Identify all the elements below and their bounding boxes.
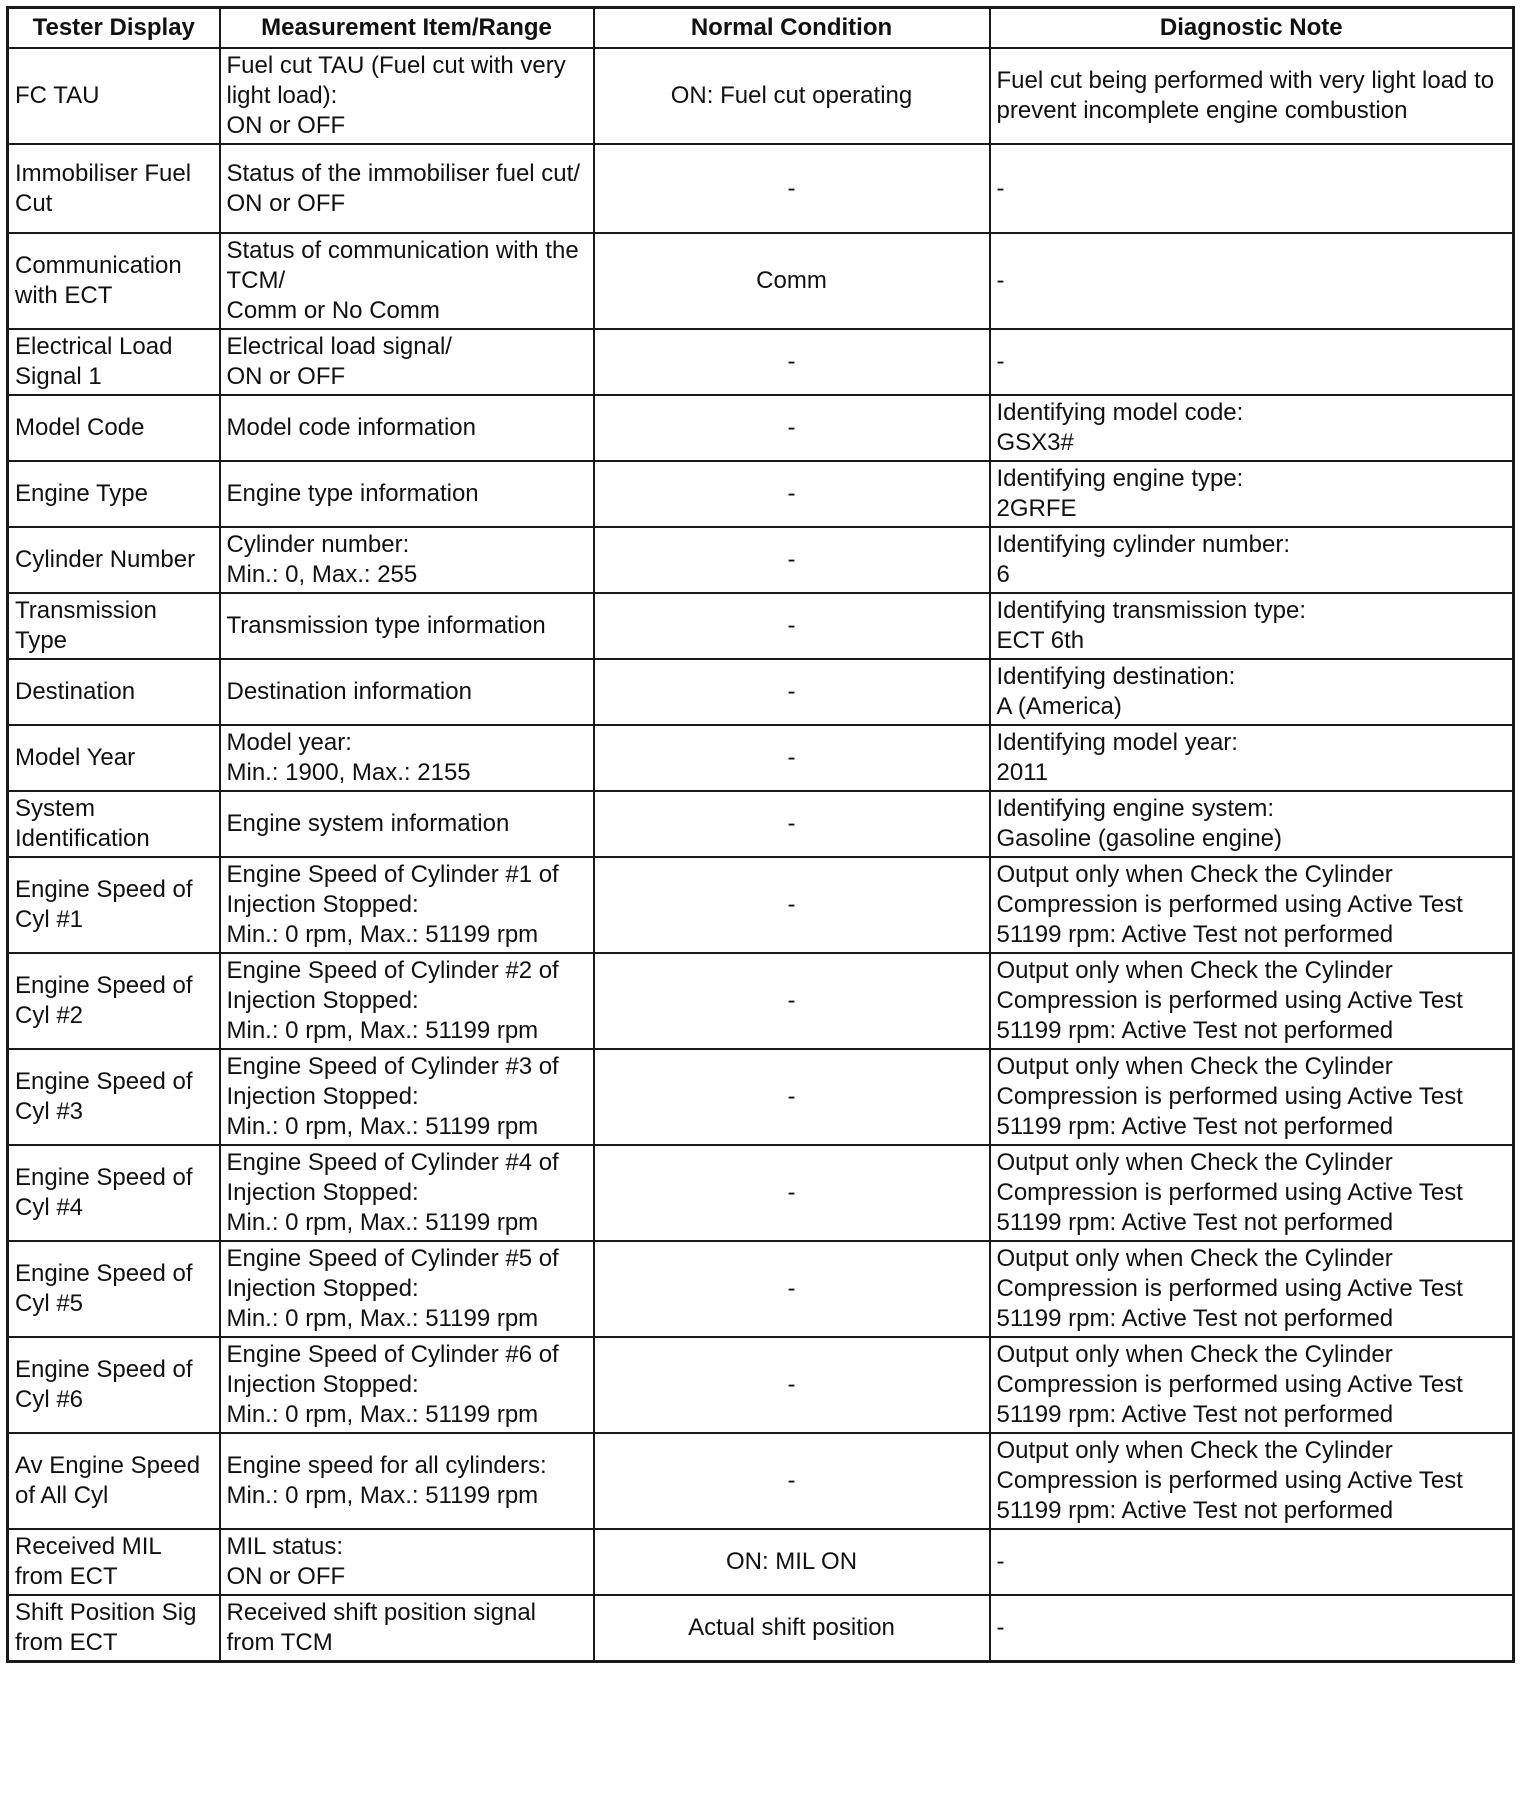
tester-display-cell: FC TAU [8, 48, 220, 144]
measurement-item-cell: Destination information [220, 659, 594, 725]
measurement-item-cell: Engine Speed of Cylinder #5 of Injection Stopped: Min.: 0 rpm, Max.: 51199 rpm [220, 1241, 594, 1337]
header-tester-display: Tester Display [8, 8, 220, 49]
table-row [8, 1049, 1514, 1145]
diagnostic-note-cell: Output only when Check the Cylinder Compression is performed using Active Test 51199 rpm: Active Test not performed [990, 1049, 1514, 1145]
diagnostic-note-cell: Fuel cut being performed with very light load to prevent incomplete engine combustion [990, 48, 1514, 144]
normal-condition-cell: - [594, 1145, 990, 1241]
normal-condition-cell: - [594, 1241, 990, 1337]
tester-display-cell: Engine Speed of Cyl #4 [8, 1145, 220, 1241]
measurement-item-cell: Received shift position signal from TCM [220, 1595, 594, 1662]
measurement-item-cell: Engine system information [220, 791, 594, 857]
tester-display-cell: Electrical Load Signal 1 [8, 329, 220, 395]
tester-display-cell: Destination [8, 659, 220, 725]
diagnostic-note-cell: Identifying transmission type: ECT 6th [990, 593, 1514, 659]
tester-display-cell: Transmission Type [8, 593, 220, 659]
table-row [8, 1529, 1514, 1595]
table-body [8, 48, 1514, 1662]
normal-condition-cell: - [594, 1433, 990, 1529]
table-row [8, 1145, 1514, 1241]
measurement-item-cell: Engine Speed of Cylinder #2 of Injection Stopped: Min.: 0 rpm, Max.: 51199 rpm [220, 953, 594, 1049]
diagnostic-note-cell: Identifying engine system: Gasoline (gasoline engine) [990, 791, 1514, 857]
diagnostic-note-cell: Output only when Check the Cylinder Compression is performed using Active Test 51199 rpm: Active Test not performed [990, 1433, 1514, 1529]
table-row [8, 953, 1514, 1049]
table-header-row [8, 8, 1514, 49]
table-row [8, 1337, 1514, 1433]
measurement-item-cell: Model year: Min.: 1900, Max.: 2155 [220, 725, 594, 791]
measurement-item-cell: Electrical load signal/ ON or OFF [220, 329, 594, 395]
diagnostic-note-cell: Output only when Check the Cylinder Compression is performed using Active Test 51199 rpm: Active Test not performed [990, 857, 1514, 953]
normal-condition-cell: - [594, 527, 990, 593]
normal-condition-cell: - [594, 857, 990, 953]
measurement-item-cell: Status of communication with the TCM/ Comm or No Comm [220, 233, 594, 329]
normal-condition-cell: - [594, 395, 990, 461]
table-row [8, 329, 1514, 395]
table-row [8, 527, 1514, 593]
header-diagnostic-note: Diagnostic Note [990, 8, 1514, 49]
measurement-item-cell: Engine Speed of Cylinder #4 of Injection Stopped: Min.: 0 rpm, Max.: 51199 rpm [220, 1145, 594, 1241]
diagnostic-note-cell: - [990, 233, 1514, 329]
normal-condition-cell: - [594, 659, 990, 725]
tester-display-cell: Engine Speed of Cyl #3 [8, 1049, 220, 1145]
diagnostic-note-cell: Identifying engine type: 2GRFE [990, 461, 1514, 527]
normal-condition-cell: - [594, 1049, 990, 1145]
table-row [8, 48, 1514, 144]
table-row [8, 144, 1514, 233]
measurement-item-cell: Model code information [220, 395, 594, 461]
measurement-item-cell: Engine type information [220, 461, 594, 527]
header-measurement-item: Measurement Item/Range [220, 8, 594, 49]
diagnostic-note-cell: - [990, 144, 1514, 233]
normal-condition-cell: - [594, 461, 990, 527]
header-normal-condition: Normal Condition [594, 8, 990, 49]
table-row [8, 395, 1514, 461]
diagnostic-note-cell: Identifying model code: GSX3# [990, 395, 1514, 461]
diagnostic-note-cell: - [990, 1595, 1514, 1662]
diagnostic-note-cell: Identifying destination: A (America) [990, 659, 1514, 725]
diagnostic-note-cell: - [990, 1529, 1514, 1595]
normal-condition-cell: Comm [594, 233, 990, 329]
measurement-item-cell: Engine Speed of Cylinder #3 of Injection Stopped: Min.: 0 rpm, Max.: 51199 rpm [220, 1049, 594, 1145]
tester-display-cell: Immobiliser Fuel Cut [8, 144, 220, 233]
measurement-item-cell: MIL status: ON or OFF [220, 1529, 594, 1595]
diagnostic-note-cell: Output only when Check the Cylinder Compression is performed using Active Test 51199 rpm: Active Test not performed [990, 1337, 1514, 1433]
diagnostic-note-cell: Output only when Check the Cylinder Compression is performed using Active Test 51199 rpm: Active Test not performed [990, 953, 1514, 1049]
diagnostic-data-table [6, 6, 1515, 1663]
table-row [8, 1595, 1514, 1662]
tester-display-cell: System Identification [8, 791, 220, 857]
tester-display-cell: Model Year [8, 725, 220, 791]
tester-display-cell: Model Code [8, 395, 220, 461]
tester-display-cell: Engine Speed of Cyl #2 [8, 953, 220, 1049]
normal-condition-cell: - [594, 1337, 990, 1433]
tester-display-cell: Received MIL from ECT [8, 1529, 220, 1595]
tester-display-cell: Engine Speed of Cyl #1 [8, 857, 220, 953]
table-row [8, 857, 1514, 953]
diagnostic-note-cell: Identifying cylinder number: 6 [990, 527, 1514, 593]
tester-display-cell: Av Engine Speed of All Cyl [8, 1433, 220, 1529]
normal-condition-cell: Actual shift position [594, 1595, 990, 1662]
table-row [8, 791, 1514, 857]
normal-condition-cell: ON: MIL ON [594, 1529, 990, 1595]
measurement-item-cell: Engine Speed of Cylinder #1 of Injection Stopped: Min.: 0 rpm, Max.: 51199 rpm [220, 857, 594, 953]
measurement-item-cell: Status of the immobiliser fuel cut/ ON or OFF [220, 144, 594, 233]
measurement-item-cell: Engine speed for all cylinders: Min.: 0 rpm, Max.: 51199 rpm [220, 1433, 594, 1529]
diagnostic-note-cell: Identifying model year: 2011 [990, 725, 1514, 791]
diagnostic-note-cell: Output only when Check the Cylinder Compression is performed using Active Test 51199 rpm: Active Test not performed [990, 1241, 1514, 1337]
tester-display-cell: Cylinder Number [8, 527, 220, 593]
measurement-item-cell: Engine Speed of Cylinder #6 of Injection Stopped: Min.: 0 rpm, Max.: 51199 rpm [220, 1337, 594, 1433]
table-row [8, 1241, 1514, 1337]
normal-condition-cell: - [594, 329, 990, 395]
tester-display-cell: Engine Speed of Cyl #5 [8, 1241, 220, 1337]
tester-display-cell: Engine Type [8, 461, 220, 527]
measurement-item-cell: Transmission type information [220, 593, 594, 659]
measurement-item-cell: Cylinder number: Min.: 0, Max.: 255 [220, 527, 594, 593]
diagnostic-note-cell: - [990, 329, 1514, 395]
tester-display-cell: Engine Speed of Cyl #6 [8, 1337, 220, 1433]
tester-display-cell: Communication with ECT [8, 233, 220, 329]
table-row [8, 233, 1514, 329]
measurement-item-cell: Fuel cut TAU (Fuel cut with very light load): ON or OFF [220, 48, 594, 144]
tester-display-cell: Shift Position Sig from ECT [8, 1595, 220, 1662]
normal-condition-cell: - [594, 593, 990, 659]
table-row [8, 725, 1514, 791]
table-row [8, 1433, 1514, 1529]
diagnostic-note-cell: Output only when Check the Cylinder Compression is performed using Active Test 51199 rpm: Active Test not performed [990, 1145, 1514, 1241]
normal-condition-cell: - [594, 791, 990, 857]
normal-condition-cell: - [594, 725, 990, 791]
normal-condition-cell: - [594, 953, 990, 1049]
table-row [8, 593, 1514, 659]
table-row [8, 659, 1514, 725]
normal-condition-cell: - [594, 144, 990, 233]
table-row [8, 461, 1514, 527]
normal-condition-cell: ON: Fuel cut operating [594, 48, 990, 144]
